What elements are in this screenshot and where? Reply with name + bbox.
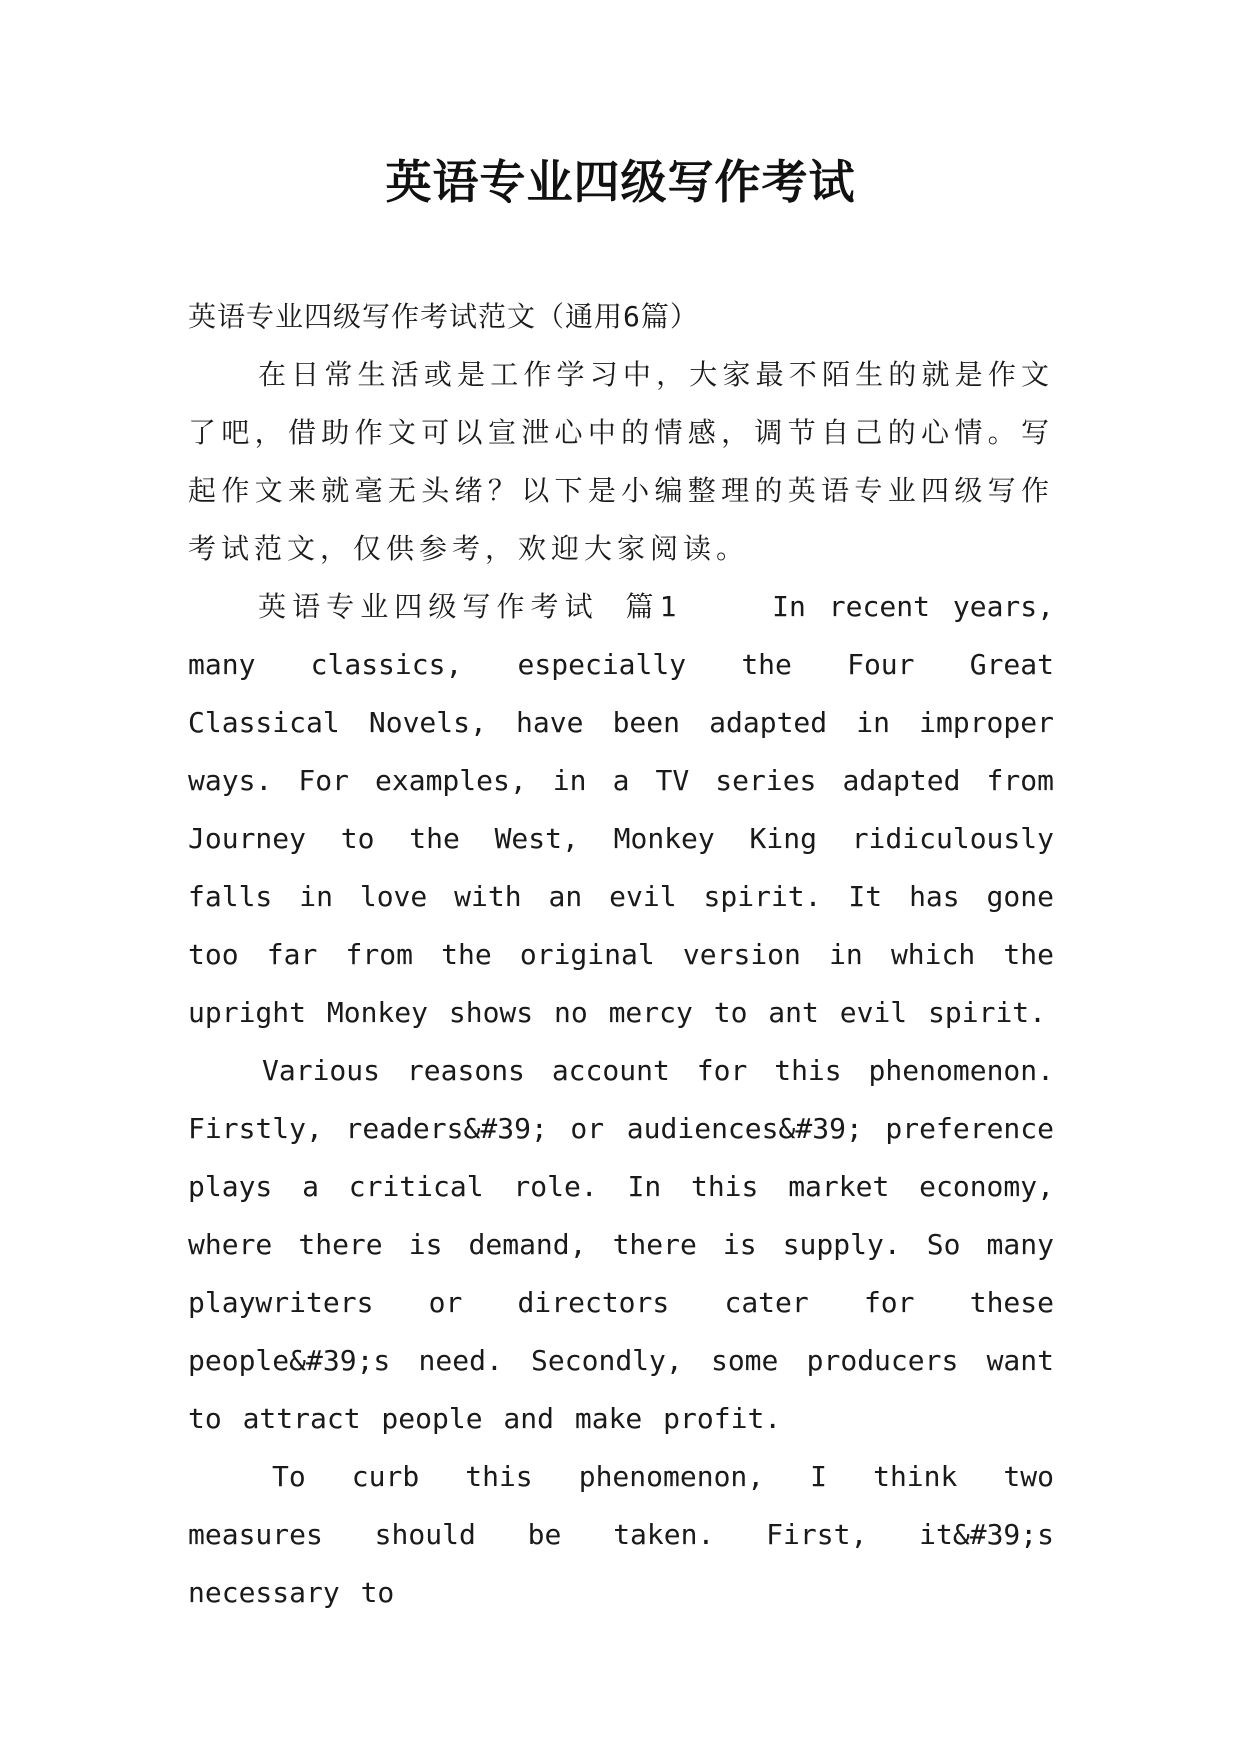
document-title: 英语专业四级写作考试: [385, 155, 856, 209]
essay-first-paragraph: [188, 578, 1054, 1042]
document-body: [188, 288, 1054, 1622]
essay-heading: 英语专业四级写作考试 篇1: [258, 590, 681, 623]
essay-paragraph-3: To curb this phenomenon, I think two measures should be taken. First, it&#39;s necessary to: [188, 1460, 1054, 1609]
document-subtitle: 英语专业四级写作考试范文（通用6篇）: [188, 300, 699, 333]
intro-paragraph: 在日常生活或是工作学习中，大家最不陌生的就是作文了吧，借助作文可以宣泄心中的情感，调节自己的心情。写起作文来就毫无头绪？以下是小编整理的英语专业四级写作考试范文，仅供参考，欢迎大家阅读。: [188, 358, 1054, 565]
essay-paragraph-1: In recent years, many classics, especially the Four Great Classical Novels, have been adapted in improper ways. For examples, in a TV series adapted from Journey to the West, Monkey King ridiculously falls in love with an evil spirit. It has gone too far from the original version in which the upright Monkey shows no mercy to ant evil spirit.: [188, 590, 1054, 1029]
essay-paragraph-2: Various reasons account for this phenomenon. Firstly, readers&#39; or audiences&#39; preference plays a critical role. In this market economy, where there is demand, there is supply. So many playwriters or directors cater for these people&#39;s need. Secondly, some producers want to attract people and make profit.: [188, 1054, 1054, 1435]
